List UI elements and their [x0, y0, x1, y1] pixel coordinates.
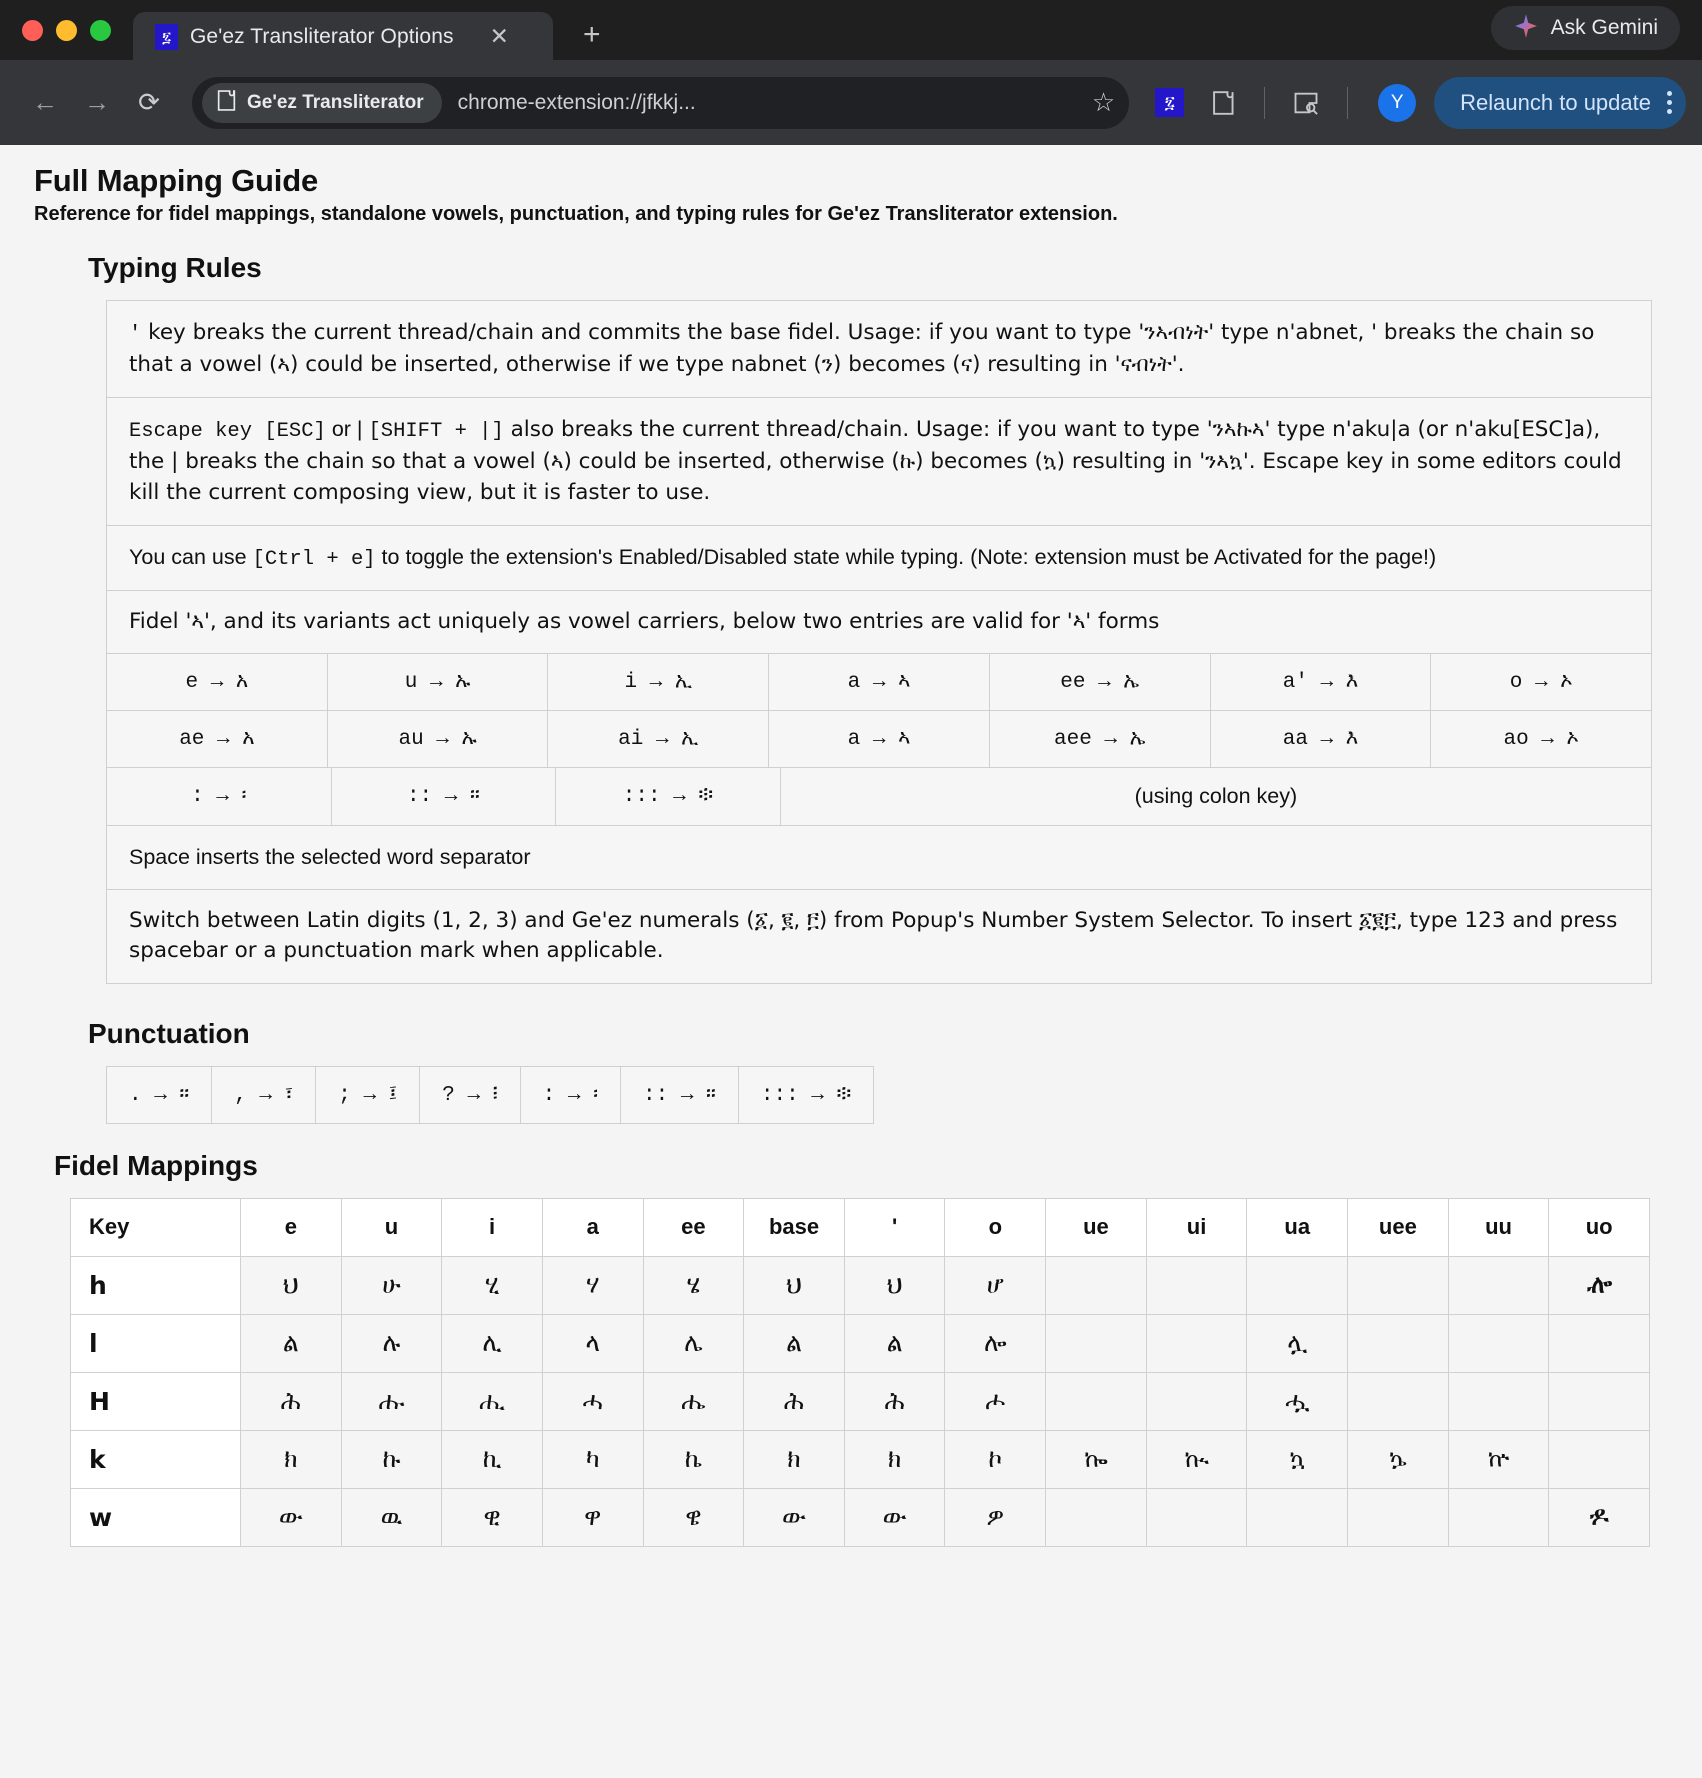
fidel-col-ua: ua [1247, 1198, 1348, 1256]
fidel-cell: ኴ [1348, 1430, 1449, 1488]
fidel-cell [1046, 1488, 1147, 1546]
page-title: Full Mapping Guide [34, 163, 318, 198]
fidel-cell [1046, 1314, 1147, 1372]
punctuation-cell: , → ፣ [212, 1067, 316, 1123]
fidel-cell: ዉ [341, 1488, 442, 1546]
fidel-col-u: u [341, 1198, 442, 1256]
fidel-cell: ⶌ [1549, 1488, 1650, 1546]
fidel-cell: ኬ [643, 1430, 744, 1488]
punctuation-heading: Punctuation [88, 1017, 250, 1049]
rule-apostrophe-key: ' [129, 323, 142, 346]
fidel-col-i: i [442, 1198, 543, 1256]
fidel-cell: ው [241, 1488, 342, 1546]
ask-gemini-button[interactable] [1491, 6, 1680, 50]
rule-escape-key2: [SHIFT + |] [368, 419, 504, 443]
toolbar-divider-2 [1347, 87, 1348, 119]
rule-apostrophe-text: key breaks the current thread/chain and commits the base fidel. Usage: if you want to type 'ንኣብነት' type n'abnet, ' breaks the chain so that a vowel (ኣ) could be inserted, otherwise if we type nabnet (ን) becomes (ና) resulting in 'ናብነት'. [129, 320, 1595, 378]
vowel-cell: a → ኣ [769, 654, 990, 710]
table-row [71, 1256, 1650, 1314]
close-window-button[interactable] [22, 20, 43, 41]
fidel-cell [1549, 1314, 1650, 1372]
fidel-header-row [71, 1198, 1650, 1256]
fidel-row-key: l [71, 1314, 241, 1372]
fidel-cell: ኮ [945, 1430, 1046, 1488]
fidel-cell: ሑ [341, 1372, 442, 1430]
fidel-cell: ሖ [945, 1372, 1046, 1430]
page-subtitle: Reference for fidel mappings, standalone vowels, punctuation, and typing rules for Ge'ez Transliterator extension. [34, 203, 1118, 225]
colon-cell: ::: → ፨ [556, 768, 781, 825]
fidel-cell [1046, 1372, 1147, 1430]
profile-avatar[interactable]: Y [1378, 84, 1416, 122]
rule-ctrl-e-pre: You can use [129, 544, 253, 569]
fidel-cell: ኳ [1247, 1430, 1348, 1488]
vowel-cell: ao → ኦ [1503, 728, 1579, 752]
fidel-cell: ል [844, 1314, 945, 1372]
fidel-cell: ኪ [442, 1430, 543, 1488]
rule-space: Space inserts the selected word separator [107, 826, 1651, 890]
fidel-cell [1348, 1372, 1449, 1430]
fidel-cell: ዊ [442, 1488, 543, 1546]
fidel-cell: ሏ [1247, 1314, 1348, 1372]
fidel-cell: ሌ [643, 1314, 744, 1372]
chrome-menu-icon[interactable] [1667, 91, 1672, 114]
vowel-cell: ee → ኤ [990, 654, 1211, 710]
fidel-cell [1348, 1314, 1449, 1372]
table-row [71, 1488, 1650, 1546]
close-tab-icon[interactable]: ✕ [489, 23, 509, 49]
fidel-col-a: a [542, 1198, 643, 1256]
typing-rules-table [106, 300, 1652, 984]
fidel-cell: ሒ [442, 1372, 543, 1430]
table-row [71, 1430, 1650, 1488]
fidel-cell: ሆ [945, 1256, 1046, 1314]
fidel-cell: ኲ [1146, 1430, 1247, 1488]
fidel-cell: ህ [844, 1256, 945, 1314]
colon-note: (using colon key) [1134, 784, 1298, 809]
fidel-cell [1146, 1314, 1247, 1372]
fidel-cell: ሊ [442, 1314, 543, 1372]
vowel-cell: a' → እ [1211, 654, 1432, 710]
punctuation-cell: . → ። [107, 1067, 212, 1123]
typing-rules-heading: Typing Rules [88, 252, 262, 283]
vowel-cell: a → ኣ [769, 711, 990, 767]
fidel-cell: ሕ [844, 1372, 945, 1430]
fidel-row-key: h [71, 1256, 241, 1314]
fidel-cell: ል [241, 1314, 342, 1372]
rule-vowel-carrier: Fidel 'ኣ', and its variants act uniquely as vowel carriers, below two entries are valid for 'ኣ' forms [107, 591, 1651, 655]
fidel-cell [1448, 1256, 1549, 1314]
fidel-col-o: o [945, 1198, 1046, 1256]
fidel-cell: ህ [744, 1256, 845, 1314]
fidel-cell: ሂ [442, 1256, 543, 1314]
punctuation-section [106, 1066, 1676, 1124]
fidel-row-key: k [71, 1430, 241, 1488]
punctuation-cell: ? → ፧ [420, 1067, 520, 1123]
address-bar[interactable] [192, 77, 1129, 129]
fidel-col-uo: uo [1549, 1198, 1650, 1256]
tab-title: Ge'ez Transliterator Options [190, 24, 454, 48]
fidel-cell [1448, 1314, 1549, 1372]
punctuation-table [106, 1066, 874, 1124]
fidel-cell: ሕ [241, 1372, 342, 1430]
fidel-cell: ኵ [1448, 1430, 1549, 1488]
back-icon[interactable]: ← [32, 87, 58, 117]
fidel-cell: ል [744, 1314, 845, 1372]
fidel-cell [1247, 1256, 1348, 1314]
browser-window [0, 0, 1702, 145]
fidel-cell: ⶀ [1549, 1256, 1650, 1314]
fidel-col-uee: uee [1348, 1198, 1449, 1256]
colon-row [107, 768, 1651, 826]
fidel-cell [1549, 1372, 1650, 1430]
fidel-cell: ው [744, 1488, 845, 1546]
extension-puzzle-icon [216, 89, 237, 117]
fidel-cell: ክ [241, 1430, 342, 1488]
vowel-row-1 [107, 654, 1651, 711]
fidel-row-key: w [71, 1488, 241, 1546]
vowel-cell: i → ኢ [548, 654, 769, 710]
tab-strip [0, 0, 1702, 60]
fidel-col-e: e [241, 1198, 342, 1256]
punctuation-cell: :: → ። [621, 1067, 739, 1123]
bookmark-star-icon[interactable]: ☆ [1091, 87, 1116, 117]
fidel-cell: ዎ [945, 1488, 1046, 1546]
forward-icon[interactable]: → [84, 87, 110, 117]
vowel-cell: e → አ [107, 654, 328, 710]
fidel-cell: ክ [744, 1430, 845, 1488]
rule-escape [107, 398, 1651, 526]
fidel-cell [1348, 1256, 1449, 1314]
rule-escape-key: Escape key [ESC] [129, 419, 326, 443]
extensions-puzzle-icon[interactable] [1200, 80, 1246, 126]
fidel-cell: ላ [542, 1314, 643, 1372]
fidel-cell: ክ [844, 1430, 945, 1488]
reload-icon[interactable]: ⟳ [138, 87, 160, 117]
fidel-col-uu: uu [1448, 1198, 1549, 1256]
geez-extension-icon[interactable]: ፯ [1155, 88, 1184, 117]
fidel-cell: ኰ [1046, 1430, 1147, 1488]
toolbar-divider [1264, 87, 1265, 119]
fidel-cell: ሎ [945, 1314, 1046, 1372]
fidel-cell [1146, 1372, 1247, 1430]
maximize-window-button[interactable] [90, 20, 111, 41]
window-controls[interactable] [22, 0, 133, 60]
rule-apostrophe [107, 301, 1651, 398]
fidel-col-base: base [744, 1198, 845, 1256]
fidel-cell [1146, 1488, 1247, 1546]
fidel-cell: ሉ [341, 1314, 442, 1372]
fidel-cell [1146, 1256, 1247, 1314]
extension-origin-chip[interactable] [202, 83, 442, 123]
colon-cell: : → ፡ [107, 768, 332, 825]
rule-escape-text: also breaks the current thread/chain. Usage: if you want to type 'ንኣኩኣ' type n'aku|a (or n'aku[ESC]a), the | breaks the chain so that a vowel (ኣ) could be inserted, otherwise (ኩ) becomes (ኳ) resulting in 'ንኣኳ'. Escape key in some editors could kill the current composing view, but it is faster to use. [129, 416, 1622, 506]
vowel-row-2 [107, 711, 1651, 768]
ask-gemini-label: Ask Gemini [1550, 16, 1658, 39]
rule-ctrl-e-text: to toggle the extension's Enabled/Disabled state while typing. (Note: extension must be Activated for the page!) [375, 544, 1437, 569]
fidel-cell [1448, 1488, 1549, 1546]
fidel-mappings-section [70, 1198, 1650, 1547]
fidel-cell: ሓ [542, 1372, 643, 1430]
gemini-sparkle-icon [1513, 13, 1539, 44]
fidel-cell [1046, 1256, 1147, 1314]
vowel-cell: au → ኡ [328, 711, 549, 767]
reading-list-icon[interactable] [1283, 80, 1329, 126]
fidel-cell [1348, 1488, 1449, 1546]
relaunch-to-update-button[interactable] [1434, 77, 1686, 129]
browser-toolbar [0, 60, 1702, 145]
fidel-cell: ሁ [341, 1256, 442, 1314]
fidel-col-apostrophe: ' [844, 1198, 945, 1256]
table-row [71, 1314, 1650, 1372]
fidel-cell: ዋ [542, 1488, 643, 1546]
fidel-row-key: H [71, 1372, 241, 1430]
fidel-col-ui: ui [1146, 1198, 1247, 1256]
fidel-cell: ሕ [744, 1372, 845, 1430]
options-page [0, 145, 1702, 1547]
new-tab-icon[interactable]: + [583, 18, 601, 51]
extension-origin-label: Ge'ez Transliterator [247, 91, 424, 113]
rule-escape-mid: or | [325, 416, 369, 441]
table-row [71, 1372, 1650, 1430]
relaunch-label: Relaunch to update [1460, 89, 1651, 115]
fidel-cell: ሗ [1247, 1372, 1348, 1430]
fidel-cell: ሄ [643, 1256, 744, 1314]
vowel-cell: aee → ኤ [990, 711, 1211, 767]
fidel-cell: ሃ [542, 1256, 643, 1314]
fidel-cell: ው [844, 1488, 945, 1546]
fidel-cell: ሔ [643, 1372, 744, 1430]
vowel-cell: ai → ኢ [548, 711, 769, 767]
url-text: chrome-extension://jfkkj... [457, 90, 696, 114]
vowel-cell: ae → አ [107, 711, 328, 767]
fidel-col-key: Key [71, 1198, 241, 1256]
fidel-cell [1549, 1430, 1650, 1488]
vowel-cell: aa → እ [1211, 711, 1432, 767]
rule-ctrl-e-key: [Ctrl + e] [252, 547, 376, 571]
rule-numerals: Switch between Latin digits (1, 2, 3) and Ge'ez numerals (፩, ፪, ፫) from Popup's Number System Selector. To insert ፩፪፫, type 123 and press spacebar or a punctuation mark when applicable. [107, 890, 1651, 984]
fidel-col-ee: ee [643, 1198, 744, 1256]
fidel-cell: ህ [241, 1256, 342, 1314]
fidel-mappings-heading: Fidel Mappings [54, 1149, 258, 1181]
fidel-cell: ኩ [341, 1430, 442, 1488]
fidel-col-ue: ue [1046, 1198, 1147, 1256]
browser-tab[interactable] [133, 12, 553, 61]
punctuation-cell: : → ፡ [521, 1067, 621, 1123]
fidel-mappings-table [70, 1198, 1650, 1547]
minimize-window-button[interactable] [56, 20, 77, 41]
fidel-cell: ዌ [643, 1488, 744, 1546]
fidel-cell [1448, 1372, 1549, 1430]
vowel-cell: u → ኡ [328, 654, 549, 710]
fidel-cell [1247, 1488, 1348, 1546]
punctuation-cell: ; → ፤ [316, 1067, 420, 1123]
punctuation-cell: ::: → ፨ [760, 1083, 852, 1107]
rule-ctrl-e [107, 526, 1651, 591]
fidel-cell: ካ [542, 1430, 643, 1488]
vowel-cell: o → ኦ [1509, 671, 1573, 695]
colon-cell: :: → ። [332, 768, 557, 825]
favicon-icon: ፯ [155, 24, 178, 50]
